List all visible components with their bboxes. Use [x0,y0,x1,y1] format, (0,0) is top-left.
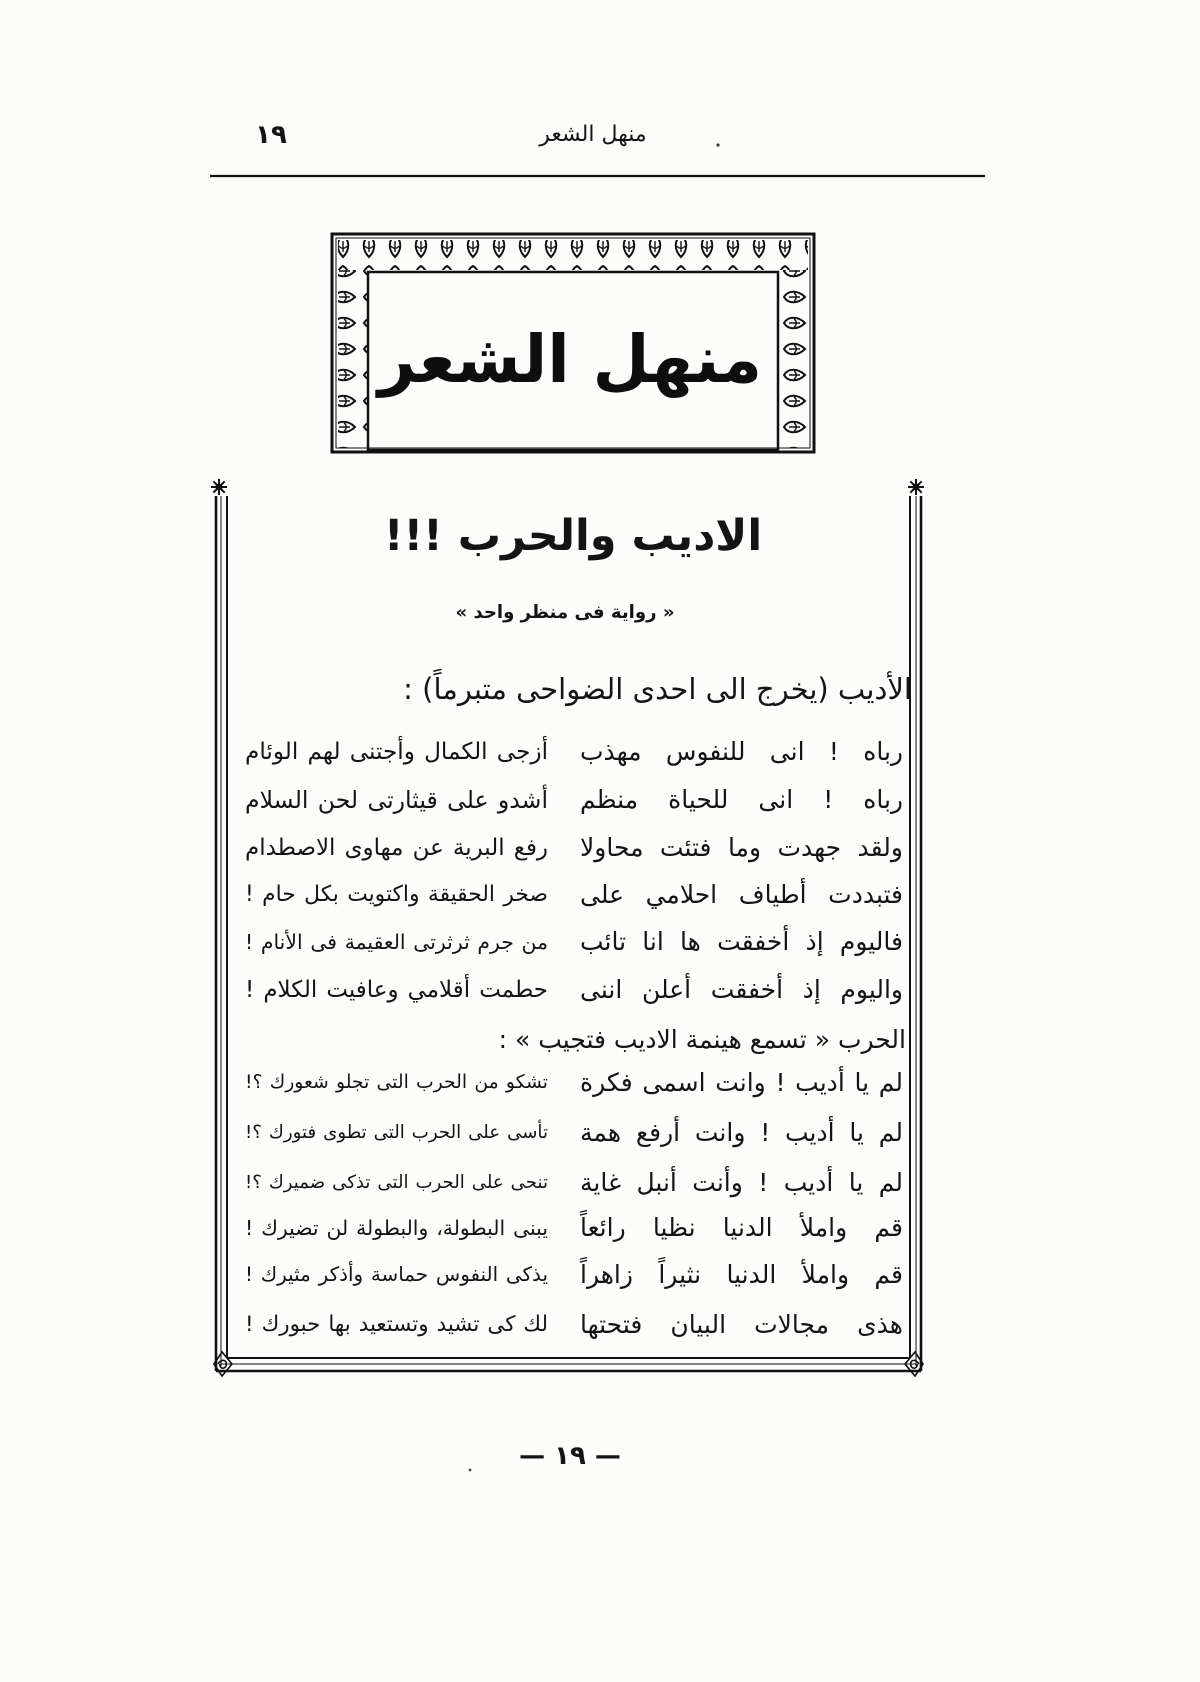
verse-second-hemistich: تشكو من الحرب التى تجلو شعورك ؟! [245,1072,548,1093]
verse-second-hemistich: يبنى البطولة، والبطولة لن تضيرك ! [245,1216,548,1240]
verse-first-hemistich: ولقد جهدت وما فتئت محاولا [580,833,903,862]
verse-first-hemistich: قم واملأ الدنيا نثيراً زاهراً [580,1260,903,1289]
verse-first-hemistich: قم واملأ الدنيا نظيا رائعاً [580,1213,903,1242]
star-ornament-right-icon [908,479,924,495]
running-head-title: منهل الشعر [539,122,647,147]
stage-direction: الحرب « تسمع هينمة الاديب فتجيب » : [498,1025,906,1054]
verse-first-hemistich: رباه ! انى للحياة منظم [580,785,903,814]
verse-second-hemistich: يذكى النفوس حماسة وأذكر مثيرك ! [245,1263,548,1286]
verse-first-hemistich: لم يا أديب ! وأنت أنبل غاية [580,1168,903,1197]
verse-first-hemistich: هذى مجالات البيان فتحتها [580,1310,903,1339]
verse-first-hemistich: رباه ! انى للنفوس مهذب [580,737,903,766]
banner-ornament-band-left [338,270,368,448]
corner-ornament-bottom-left-icon [214,1352,232,1376]
banner-ornament-band-right [778,270,808,448]
verse-first-hemistich: فاليوم إذ أخفقت ها انا تائب [580,927,903,956]
footer-page-number: — ١٩ — [519,1441,621,1471]
star-ornament-left-icon [211,479,227,495]
verse-second-hemistich: أشدو على قيثارتى لحن السلام [245,786,548,814]
banner-ornament-band-top [338,240,808,270]
ink-speck [469,1469,472,1472]
running-head-page-number: ١٩ [255,120,287,150]
verse-second-hemistich: رفع البرية عن مهاوى الاصطدام [245,835,548,861]
verse-second-hemistich: تأسى على الحرب التى تطوى فتورك ؟! [245,1122,548,1143]
article-title: الاديب والحرب !!! [383,511,763,561]
verse-first-hemistich: لم يا أديب ! وانت أرفع همة [580,1118,903,1147]
corner-ornament-bottom-right-icon [905,1352,923,1376]
verse-second-hemistich: من جرم ثرثرتى العقيمة فى الأنام ! [245,930,548,954]
verse-first-hemistich: واليوم إذ أخفقت أعلن اننى [580,975,903,1004]
article-subtitle: « رواية فى منظر واحد » [455,602,675,623]
verse-first-hemistich: لم يا أديب ! وانت اسمى فكرة [580,1068,903,1097]
verse-second-hemistich: حطمت أقلامي وعافيت الكلام ! [245,977,548,1003]
verse-first-hemistich: فتبددت أطياف احلامي على [580,880,903,909]
verse-second-hemistich: لك كى تشيد وتستعيد بها حبورك ! [245,1312,548,1337]
verse-second-hemistich: صخر الحقيقة واكتويت بكل حام ! [245,882,548,907]
ink-speck [716,143,719,146]
verse-second-hemistich: أزجى الكمال وأجتنى لهم الوئام [245,739,548,765]
banner-calligraphy-title: منهل الشعر [377,322,763,398]
stage-direction: الأديب (يخرج الى احدى الضواحى متبرماً) : [403,672,912,706]
verse-second-hemistich: تنحى على الحرب التى تذكى ضميرك ؟! [245,1172,548,1193]
